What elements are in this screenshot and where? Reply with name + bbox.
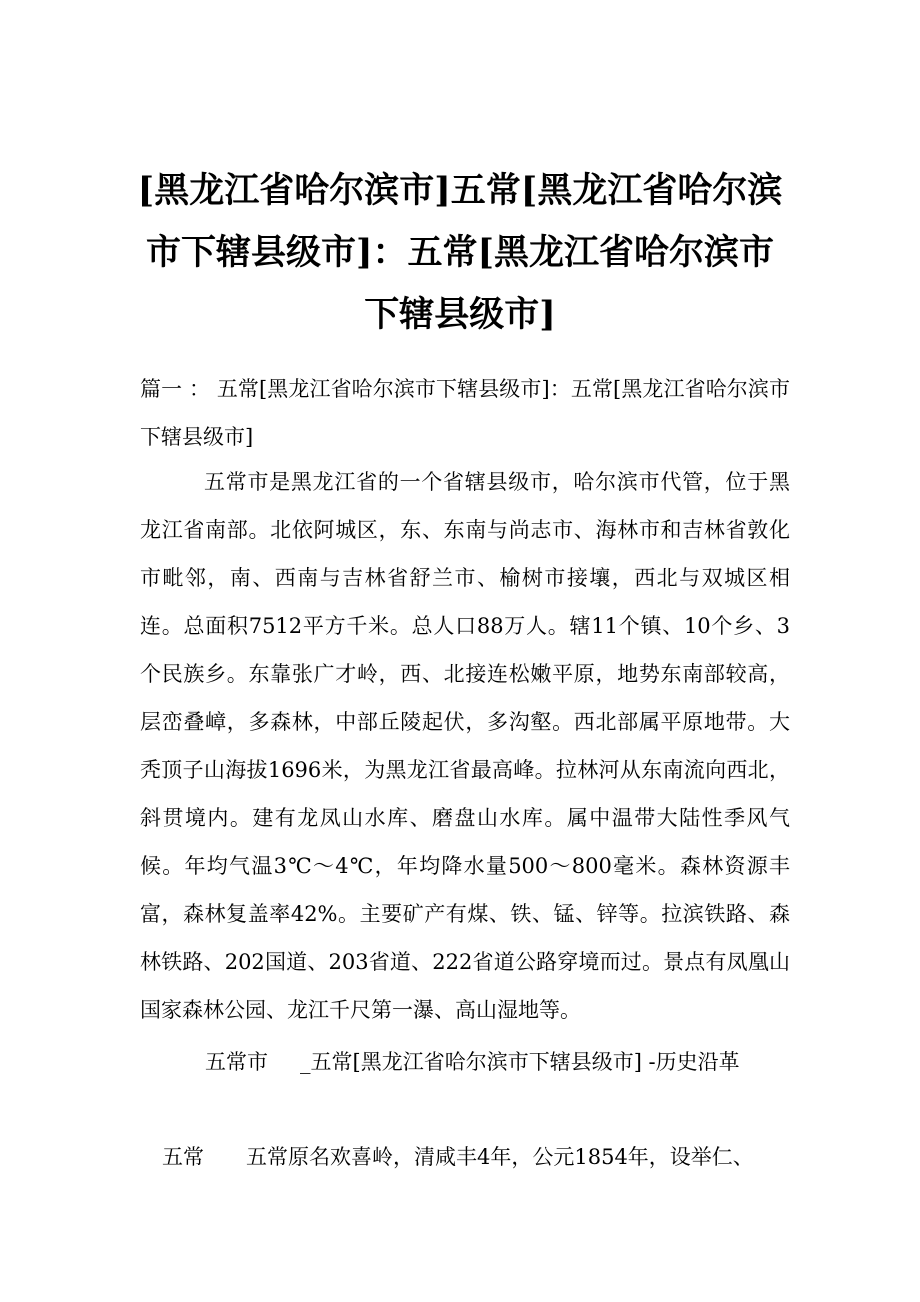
history-text: 五常原名欢喜岭，清咸丰4年，公元1854年，设举仁、 <box>246 1145 754 1169</box>
history-subheading <box>205 1038 805 1086</box>
section-heading: 篇一 ： 五常[黑龙江省哈尔滨市下辖县级市]：五常[黑龙江省哈尔滨市下辖县级市] <box>140 377 790 449</box>
document-title: [黑龙江省哈尔滨市]五常[黑龙江省哈尔滨市下辖县级市]：五常[黑龙江省哈尔滨市下辖县级市] <box>137 170 783 335</box>
subheading-left: 五常市 <box>205 1050 268 1074</box>
history-line <box>162 1133 802 1181</box>
body-paragraph: 五常市是黑龙江省的一个省辖县级市，哈尔滨市代管，位于黑龙江省南部。北依阿城区，东、东南与尚志市、海林市和吉林省敦化市毗邻，南、西南与吉林省舒兰市、榆树市接壤，西北与双城区相连。总面积7512平方千米。总人口88万人。辖11个镇、10个乡、3个民族乡。东靠张广才岭，西、北接连松嫩平原，地势东南部较高，层峦叠嶂，多森林，中部丘陵起伏，多沟壑。西北部属平原地带。大秃顶子山海拔1696米，为黑龙江省最高峰。拉林河从东南流向西北，斜贯境内。建有龙凤山水库、磨盘山水库。属中温带大陆性季风气候。年均气温3℃～4℃，年均降水量500～800毫米。森林资源丰富，森林复盖率42%。主要矿产有煤、铁、锰、锌等。拉滨铁路、森林铁路、202国道、203省道、222省道公路穿境而过。景点有凤凰山国家森林公园、龙江千尺第一瀑、高山湿地等。 <box>140 470 790 1022</box>
subheading-right: _五常[黑龙江省哈尔滨市下辖县级市] -历史沿革 <box>300 1050 740 1074</box>
history-label: 五常 <box>162 1145 204 1169</box>
